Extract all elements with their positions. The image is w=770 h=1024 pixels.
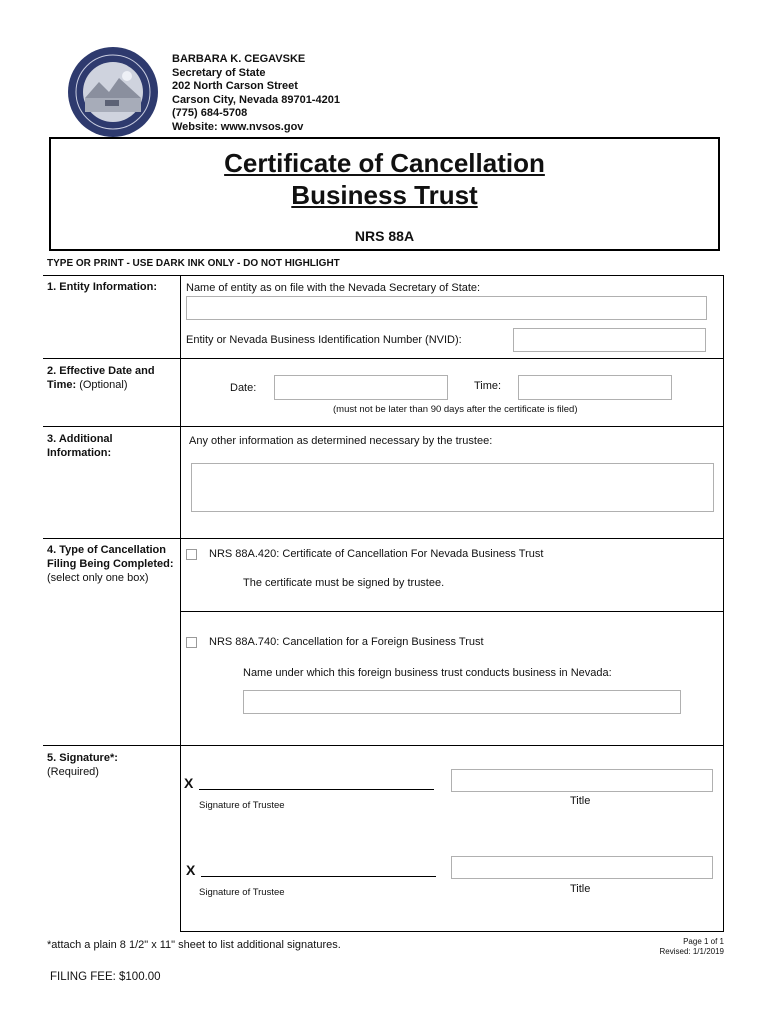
page-number: Page 1 of 1 — [683, 937, 724, 946]
revision-date: Revised: 1/1/2019 — [659, 947, 724, 956]
city-address: Carson City, Nevada 89701-4201 — [172, 93, 340, 106]
effective-date-note: (must not be later than 90 days after the certificate is filed) — [333, 404, 578, 415]
entity-name-input[interactable] — [186, 296, 707, 320]
title-input-1[interactable] — [451, 769, 713, 792]
divider-3 — [43, 538, 724, 539]
section-1-label: 1. Entity Information: — [47, 281, 157, 293]
filing-fee: FILING FEE: $100.00 — [50, 971, 161, 983]
additional-info-prompt: Any other information as determined necessary by the trustee: — [189, 435, 493, 447]
signature-x-1: X — [184, 775, 194, 791]
form-right-border — [723, 275, 724, 932]
signature-label-2: Signature of Trustee — [199, 887, 285, 898]
signature-x-2: X — [186, 862, 196, 878]
foreign-trust-checkbox[interactable] — [186, 637, 197, 648]
secretary-name: BARBARA K. CEGAVSKE — [172, 53, 306, 65]
divider-3b — [180, 611, 724, 612]
divider-2 — [43, 426, 724, 427]
section-4-label: 4. Type of Cancellation Filing Being Completed: (select only one box) — [47, 544, 174, 584]
title-label-2: Title — [570, 883, 591, 895]
time-label: Time: — [474, 380, 502, 392]
attach-signatures-note: *attach a plain 8 1/2" x 11" sheet to list additional signatures. — [47, 939, 341, 951]
form-top-border — [43, 275, 724, 276]
option-88a740-note: Name under which this foreign business trust conducts business in Nevada: — [243, 667, 612, 679]
foreign-trust-name-input[interactable] — [243, 690, 681, 714]
page-info — [660, 937, 725, 957]
divider-1 — [43, 358, 724, 359]
phone-number: (775) 684-5708 — [172, 107, 248, 120]
nevada-state-seal-icon — [67, 46, 159, 138]
document-subtitle: Business Trust — [291, 180, 478, 210]
office-title: Secretary of State — [172, 66, 266, 79]
document-title: Certificate of Cancellation — [224, 148, 545, 178]
option-88a740-label: NRS 88A.740: Cancellation for a Foreign Business Trust — [209, 636, 484, 648]
nvid-label: Entity or Nevada Business Identification Number (NVID): — [186, 334, 462, 346]
entity-name-label: Name of entity as on file with the Nevada Secretary of State: — [186, 282, 481, 294]
nevada-trust-checkbox[interactable] — [186, 549, 197, 560]
signature-line-2[interactable] — [201, 876, 436, 877]
option-88a420-note: The certificate must be signed by trustee. — [243, 577, 445, 589]
form-column-divider — [180, 275, 181, 932]
ink-instructions: TYPE OR PRINT - USE DARK INK ONLY - DO NOT HIGHLIGHT — [47, 258, 340, 269]
title-input-2[interactable] — [451, 856, 713, 879]
signature-label-1: Signature of Trustee — [199, 800, 285, 811]
nvid-input[interactable] — [513, 328, 706, 352]
additional-info-input[interactable] — [191, 463, 714, 512]
date-input[interactable] — [274, 375, 448, 400]
date-label: Date: — [230, 382, 257, 394]
time-input[interactable] — [518, 375, 672, 400]
title-label-1: Title — [570, 795, 591, 807]
office-address — [172, 53, 340, 135]
signature-line-1[interactable] — [199, 789, 434, 790]
section-2-label: 2. Effective Date and Time: (Optional) — [47, 365, 155, 391]
title-box — [49, 137, 720, 251]
section-3-label: 3. Additional Information: — [47, 433, 113, 459]
option-88a420-label: NRS 88A.420: Certificate of Cancellation For Nevada Business Trust — [209, 548, 544, 560]
statute-label: NRS 88A — [354, 228, 415, 244]
section-5-label: 5. Signature*: (Required) — [47, 752, 118, 778]
street-address: 202 North Carson Street — [172, 80, 298, 93]
divider-4 — [43, 745, 724, 746]
website: Website: www.nvsos.gov — [172, 120, 304, 133]
form-bottom-border — [180, 931, 724, 932]
